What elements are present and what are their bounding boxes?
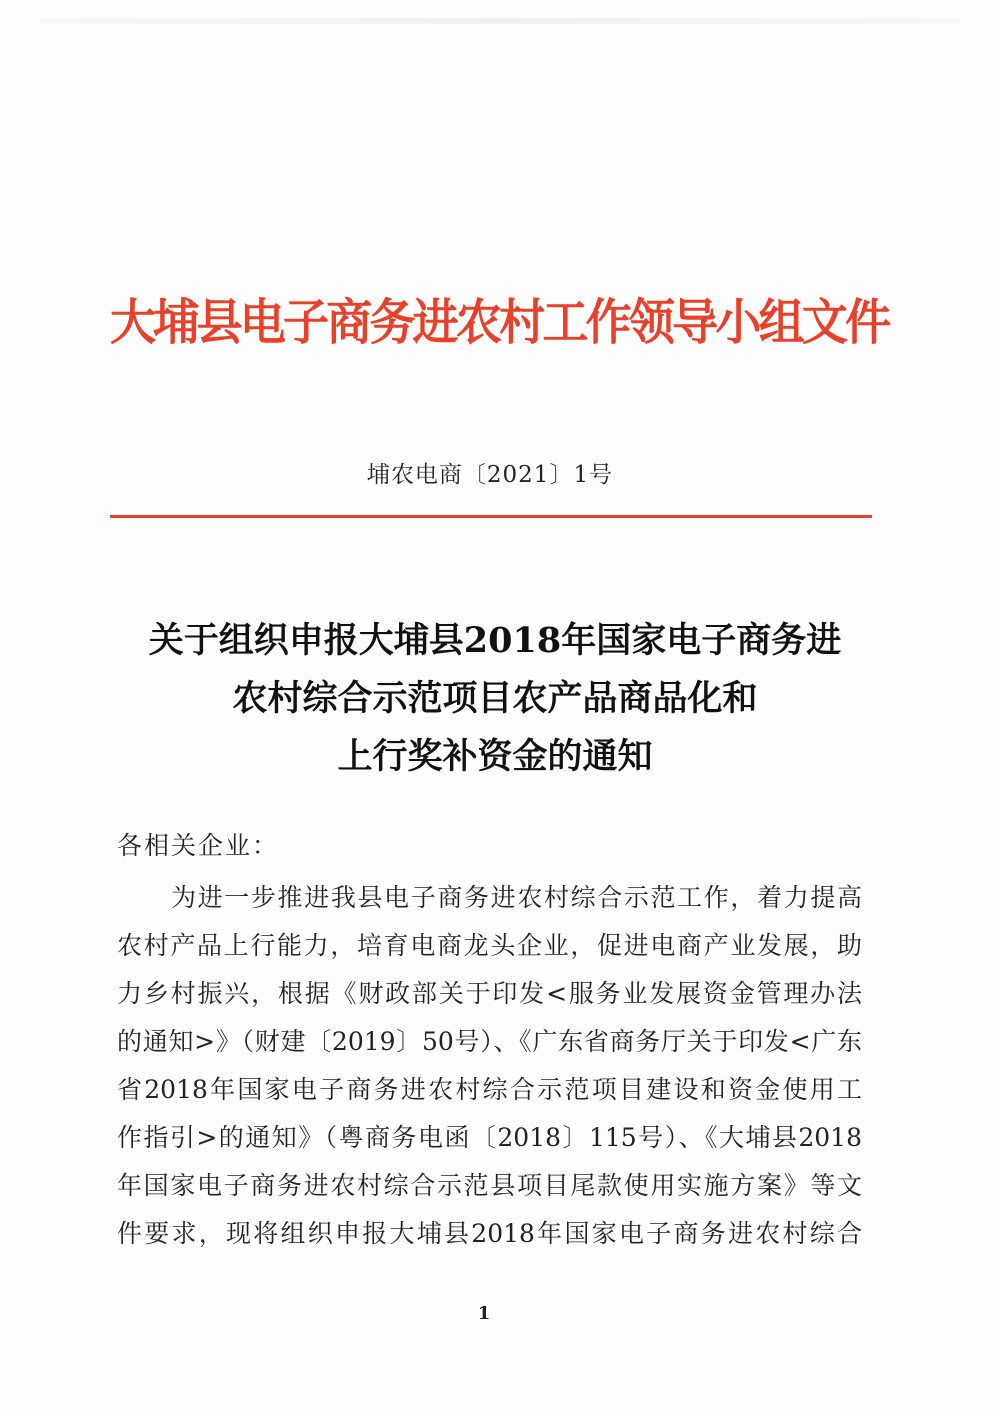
masthead-title: 大埔县电子商务进农村工作领导小组文件 xyxy=(110,293,889,351)
scan-edge-shadow xyxy=(40,18,960,24)
body-line: 作指引>的通知》（粤商务电函〔2018〕115号）、《大埔县2018 xyxy=(117,1123,862,1152)
page-number: 1 xyxy=(477,1303,491,1324)
notice-title-line: 上行奖补资金的通知 xyxy=(337,736,653,777)
body-line: 件要求，现将组织申报大埔县2018年国家电子商务进农村综合 xyxy=(117,1219,862,1248)
document-number: 埔农电商〔2021〕1号 xyxy=(366,462,614,488)
notice-title-line: 农村综合示范项目农产品商品化和 xyxy=(232,678,758,719)
body-line: 农村产品上行能力，培育电商龙头企业，促进电商产业发展，助 xyxy=(117,931,862,960)
body-line: 力乡村振兴，根据《财政部关于印发<服务业发展资金管理办法 xyxy=(117,979,862,1008)
body-line: 为进一步推进我县电子商务进农村综合示范工作，着力提高 xyxy=(171,883,862,912)
body-line: 省2018年国家电子商务进农村综合示范项目建设和资金使用工 xyxy=(117,1075,862,1104)
body-line: 年国家电子商务进农村综合示范县项目尾款使用实施方案》等文 xyxy=(117,1171,862,1200)
salutation: 各相关企业： xyxy=(117,831,280,860)
body-line: 的通知>》（财建〔2019〕50号）、《广东省商务厅关于印发<广东 xyxy=(117,1027,862,1056)
red-divider-rule xyxy=(110,515,872,518)
notice-title xyxy=(100,612,890,786)
notice-title-line: 关于组织申报大埔县2018年国家电子商务进 xyxy=(148,620,842,661)
body-paragraph xyxy=(117,874,862,1258)
